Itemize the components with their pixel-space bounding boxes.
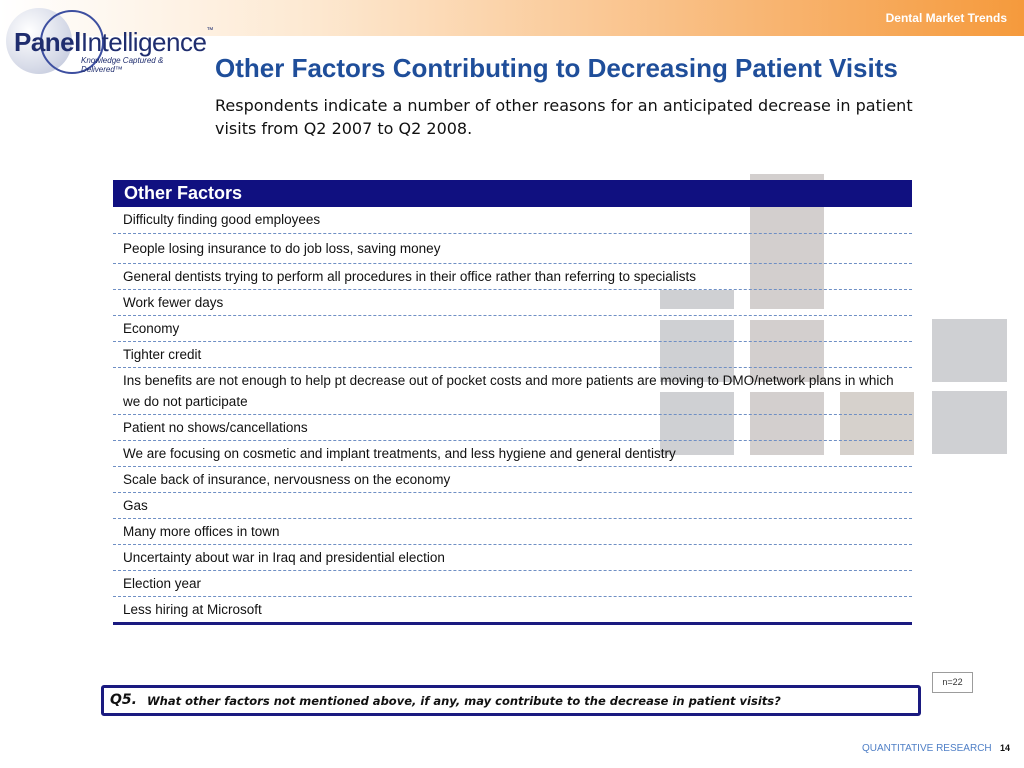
table-row: Tighter credit <box>113 342 912 368</box>
question-text: What other factors not mentioned above, if any, may contribute to the decrease in patient visits? <box>147 694 781 708</box>
table-row: Scale back of insurance, nervousness on the economy <box>113 467 912 493</box>
table-row: Gas <box>113 493 912 519</box>
table-row: Ins benefits are not enough to help pt decrease out of pocket costs and more patients are moving to DMO/network plans in which we do not participate <box>113 368 912 415</box>
table-row: Election year <box>113 571 912 597</box>
table-row: Uncertainty about war in Iraq and presidential election <box>113 545 912 571</box>
deco-square <box>932 391 1007 454</box>
slide-subtitle: Respondents indicate a number of other reasons for an anticipated decrease in patient visits from Q2 2007 to Q2 2008. <box>215 96 913 138</box>
question-box <box>101 685 921 716</box>
page-number: 14 <box>1000 743 1011 753</box>
table-row: Less hiring at Microsoft <box>123 602 262 617</box>
table-row: Work fewer days <box>113 290 912 316</box>
sample-size-badge: n=22 <box>932 672 973 693</box>
question-number: Q5. <box>110 692 137 708</box>
slide-title: Other Factors Contributing to Decreasing Patient Visits <box>215 53 898 83</box>
table-row: Many more offices in town <box>113 519 912 545</box>
section-tag: Dental Market Trends <box>885 11 1007 25</box>
table-row: General dentists trying to perform all procedures in their office rather than referring to specialists <box>113 264 912 290</box>
factors-table <box>113 180 912 625</box>
table-row: People losing insurance to do job loss, saving money <box>113 234 912 264</box>
table-header: Other Factors <box>113 180 912 207</box>
footer-label: QUANTITATIVE RESEARCH <box>862 743 992 754</box>
table-row: We are focusing on cosmetic and implant treatments, and less hygiene and general dentistry <box>113 441 912 467</box>
logo-tagline: Knowledge Captured & Delivered™ <box>81 56 164 74</box>
logo-trademark: ™ <box>206 27 213 34</box>
table-row: Difficulty finding good employees <box>113 207 912 234</box>
table-row: Economy <box>113 316 912 342</box>
logo-word-light: Intelligence <box>80 27 207 57</box>
logo-wordmark <box>14 27 213 58</box>
logo-word-bold: Panel <box>14 27 81 57</box>
table-row: Patient no shows/cancellations <box>113 415 912 441</box>
company-logo <box>4 6 213 76</box>
deco-square <box>932 319 1007 382</box>
